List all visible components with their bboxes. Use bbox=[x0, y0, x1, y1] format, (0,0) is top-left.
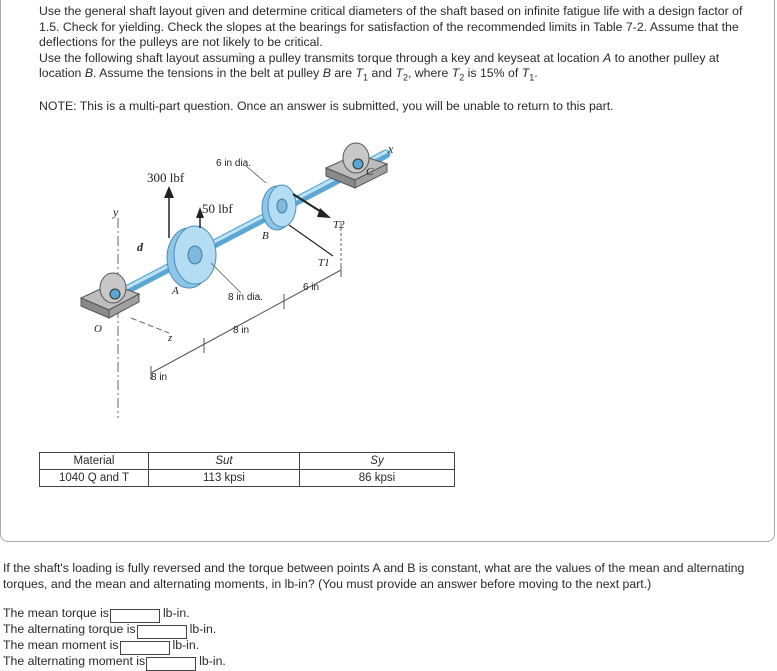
table-header-cell: Material bbox=[40, 453, 149, 470]
question-text: If the shaft's loading is fully reversed and the torque between points A and B is constant, what are the values of the mean and alternating torques, and the mean and alternating moments, in lb-in? (You must provide an answer before moving to the next part.) bbox=[3, 561, 745, 591]
label-o: O bbox=[94, 323, 102, 335]
label-a: A bbox=[172, 285, 179, 297]
bearing-o-bore bbox=[110, 289, 120, 299]
t1-sub: 1 bbox=[529, 72, 535, 83]
answer-label: The alternating moment is bbox=[3, 654, 146, 668]
mean-moment-input[interactable] bbox=[120, 641, 170, 655]
problem-paragraph-1: Use the general shaft layout given and determine critical diameters of the shaft based on infinite fatigue life with a design factor of 1.5. Check for yielding. Check the slopes at the bearings for satisfaction of the recommended limits in Table 7-2. Assume that the deflections for the pulleys are not likely to be critical. bbox=[39, 4, 743, 49]
dim-8a-label: 8 in bbox=[233, 325, 250, 336]
p2-text: and bbox=[371, 66, 393, 80]
answer-unit: lb-in. bbox=[199, 654, 226, 668]
table-cell: 113 kpsi bbox=[149, 470, 300, 487]
label-x: x bbox=[388, 142, 394, 156]
table-row bbox=[40, 470, 455, 487]
t2-symbol: T bbox=[395, 66, 403, 80]
table-header-cell bbox=[149, 453, 300, 470]
multipart-note: NOTE: This is a multi-part question. Once an answer is submitted, you will be unable to return to this part. bbox=[39, 99, 614, 113]
bearing-o bbox=[81, 273, 139, 318]
answer-unit: lb-in. bbox=[162, 606, 190, 620]
p2-text: are bbox=[334, 66, 353, 80]
sut-symbol: Sut bbox=[215, 455, 233, 467]
answer-row-mean-torque bbox=[3, 606, 190, 623]
label-t2: T2 bbox=[333, 219, 345, 231]
table-cell: 86 kpsi bbox=[300, 470, 455, 487]
loc-a: A bbox=[602, 50, 612, 65]
p2-text: . Assume the tensions in the belt at pulley bbox=[93, 66, 320, 80]
label-c: C bbox=[366, 166, 374, 178]
p2-text: , where bbox=[407, 66, 449, 80]
mean-torque-input[interactable] bbox=[110, 609, 160, 623]
label-b: B bbox=[262, 230, 269, 242]
answer-unit: lb-in. bbox=[172, 638, 200, 652]
dim-8b-label: 8 in bbox=[151, 372, 168, 383]
label-t1: T1 bbox=[318, 257, 330, 269]
problem-paragraph-2 bbox=[39, 51, 759, 86]
answer-row-alternating-moment bbox=[3, 654, 226, 671]
load-300-label: 300 lbf bbox=[147, 170, 185, 185]
t1-sub: 1 bbox=[363, 72, 369, 83]
t2-sub: 2 bbox=[402, 72, 408, 83]
dim-6-label: 6 in bbox=[303, 282, 320, 293]
dia-6-label: 6 in dia. bbox=[216, 158, 252, 169]
load-50-label: 50 lbf bbox=[202, 201, 233, 216]
pulley-b bbox=[262, 185, 296, 230]
loc-b: B bbox=[84, 66, 94, 80]
answer-row-mean-moment bbox=[3, 638, 199, 655]
p2-text: Use the following shaft layout assuming a pulley transmits torque through a key and keyseat at location bbox=[39, 50, 600, 65]
label-d: d bbox=[137, 240, 143, 254]
bearing-c-bore bbox=[353, 159, 363, 169]
answer-label: The alternating torque is bbox=[3, 622, 136, 636]
alternating-moment-input[interactable] bbox=[146, 657, 196, 671]
force-300-arrowhead bbox=[164, 186, 174, 198]
shaft-layout-figure bbox=[71, 128, 411, 426]
p2-text: to another pulley at location bbox=[39, 50, 720, 80]
z-axis-line bbox=[131, 318, 169, 333]
table-header-cell bbox=[300, 453, 455, 470]
loc-b: B bbox=[322, 66, 331, 80]
t1-belt-line bbox=[289, 225, 333, 256]
alternating-torque-input[interactable] bbox=[137, 625, 187, 639]
pulley-a bbox=[167, 226, 216, 288]
table-header-row bbox=[40, 453, 455, 470]
answer-label: The mean moment is bbox=[3, 638, 119, 652]
sy-symbol: Sy bbox=[370, 455, 384, 467]
pulley-b-hub bbox=[277, 199, 287, 213]
dia-8-label: 8 in dia. bbox=[228, 292, 264, 303]
p2-text: is 15% of bbox=[467, 66, 519, 80]
answer-label: The mean torque is bbox=[3, 606, 109, 620]
t1-symbol: T bbox=[521, 66, 530, 80]
answer-unit: lb-in. bbox=[189, 622, 217, 636]
answer-row-alternating-torque bbox=[3, 622, 216, 639]
p2-text: . bbox=[534, 66, 538, 80]
label-z: z bbox=[168, 332, 173, 344]
dia8-leader bbox=[211, 263, 241, 293]
t1-symbol: T bbox=[355, 66, 364, 80]
t2-sub: 2 bbox=[459, 72, 465, 83]
table-cell: 1040 Q and T bbox=[40, 470, 149, 487]
label-y: y bbox=[113, 205, 119, 219]
problem-statement bbox=[39, 4, 759, 86]
t2-symbol: T bbox=[451, 66, 460, 80]
pulley-a-hub bbox=[188, 246, 202, 264]
material-table bbox=[39, 452, 455, 487]
